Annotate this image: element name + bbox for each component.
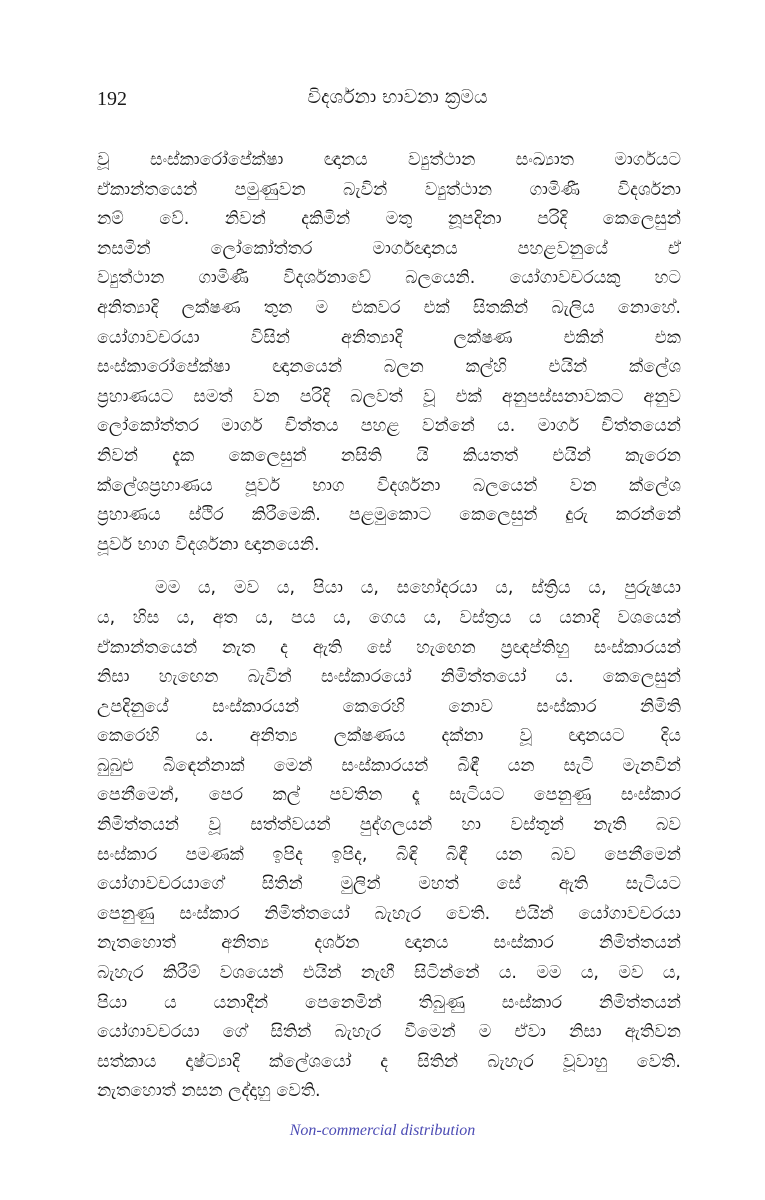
text-line: ය, හිස ය, අත ය, පය ය, ගෙය ය, වස්ත්‍රය ය යනාදි වශයෙන්	[97, 607, 681, 628]
text-line: යෝගාවචරයාගේ සිතින් මුලින් මහත් සේ ඇති සැටියට	[97, 874, 681, 895]
text-line: පෙනුණු සංස්කාර නිමිත්තයෝ බැහැර වෙති. එයින් යෝගාවචරයා	[97, 903, 681, 924]
text-line: නම් වේ. නිවන් දකිමින් මතු නූපදිනා පරිදි කෙලෙසුන්	[97, 209, 681, 230]
text-line: බුබුළු බිඳෙන්නාක් මෙන් සංස්කාරයන් බිඳී යන සැටි මැනවින්	[97, 755, 681, 776]
text-line: නිසා හැඟෙන බැවින් සංස්කාරයෝ නිමිත්තයෝ ය. කෙලෙසුන්	[97, 667, 681, 688]
text-line: ඒකාන්තයෙන් නැත ද ඇති සේ හැඟෙන ප්‍රඥප්තිහු සංස්කාරයන්	[97, 637, 681, 658]
text-line: සංස්කාර පමණක් ඉපිද ඉපිද, බිඳි බිඳී යන බව පෙනීමෙන්	[97, 844, 681, 865]
text-line: බැහැර කිරීම් වශයෙන් එයින් නැඟී සිටින්නේ ය. මම ය, මව ය,	[97, 963, 681, 984]
text-line: කෙරෙහි ය. අනිත්‍ය ලක්ෂණය දක්නා වූ ඥානයට දිය	[97, 726, 681, 747]
text-line: යෝගාවචරයා විසින් අනිත්‍යාදි ලක්ෂණ එකින් එක	[97, 327, 681, 348]
text-line: නිවන් දැක කෙලෙසුන් නසිති යි කියතත් එයින් කැරෙන	[97, 445, 681, 466]
text-line: පියා ය යනාදීන් පෙනෙමින් තිබුණු සංස්කාර නිමිත්තයන්	[97, 992, 681, 1013]
text-line: පෙනීමෙන්, පෙර කල් පවතින දෑ සැටියට පෙනුණු සංස්කාර	[97, 785, 681, 806]
running-title: විදර්ශනා භාවනා ක්‍රමය	[307, 86, 488, 108]
text-line: උපදිනුයේ සංස්කාරයන් කෙරෙහි නොව සංස්කාර නිමිති	[97, 696, 681, 717]
text-line: නිමිත්තයන් වූ සත්ත්වයන් පුද්ගලයන් හා වස්තූන් නැති බව	[97, 815, 681, 836]
text-line: අනිත්‍යාදි ලක්ෂණ තුන ම එකවර එක් සිතකින් බැලිය නොහේ.	[97, 297, 681, 318]
page-number: 192	[97, 88, 127, 110]
text-line: ප්‍රහාණයට සමත් වන පරිදි බලවත් වූ එක් අනුපස්සනාවකට අනුව	[97, 386, 681, 407]
text-line: නැතහොත් නසන ලද්දාහු වෙති.	[97, 1081, 321, 1102]
footer-note: Non-commercial distribution	[289, 1122, 476, 1139]
text-line: නසමින් ලෝකෝත්තර මාර්ගඥානය පහළවනුයේ ඒ	[97, 238, 681, 259]
paragraph-1	[97, 146, 681, 560]
text-line: ඒකාන්තයෙන් පමුණුවන බැවින් ව්‍යුත්ථාන ගාමිණී විදර්ශනා	[97, 179, 681, 200]
text-line: ප්‍රහාණය ස්ථිර කිරීමෙකි. පළමුකොට කෙලෙසුන් දුරු කරන්නේ	[97, 505, 681, 526]
text-line: වූ සංස්කාරෝපේක්ෂා ඥානය ව්‍යුත්ථාන සංඛ්‍යාත මාර්ගයට	[97, 150, 681, 170]
text-line: ව්‍යුත්ථාන ගාමිණී විදර්ශනාවේ බලයෙනි. යෝගාවචරයකු හට	[97, 268, 681, 289]
text-line: සංස්කාරෝපේක්ෂා ඥානයෙන් බලන කල්හි එයින් ක්ලේශ	[97, 357, 681, 378]
text-line: සත්කාය දෘෂ්ට්‍යාදි ක්ලේශයෝ ද සිතින් බැහැර වූවාහු වෙති.	[97, 1051, 681, 1072]
text-line: පූර්ව භාග විදර්ශනා ඥානයෙනි.	[97, 534, 320, 555]
text-line: ලෝකෝත්තර මාර්ග චිත්තය පහළ වන්නේ ය. මාර්ග චිත්තයෙන්	[97, 416, 681, 437]
body-text	[97, 146, 681, 1107]
text-line: මම ය, මව ය, පියා ය, සහෝදරයා ය, ස්ත්‍රිය ය, පුරුෂයා	[155, 578, 681, 599]
text-line: යෝගාවචරයා ගේ සිතින් බැහැර වීමෙන් ම ඒවා නිසා ඇතිවන	[97, 1022, 681, 1043]
paragraph-2	[97, 574, 681, 1107]
text-line: ක්ලේශප්‍රහාණය පූර්ව භාග විදර්ශනා බලයෙන් වන ක්ලේශ	[97, 475, 681, 496]
text-line: නැතහොත් අනිත්‍ය දර්ශන ඥානය සංස්කාර නිමිත්තයන්	[97, 933, 681, 954]
